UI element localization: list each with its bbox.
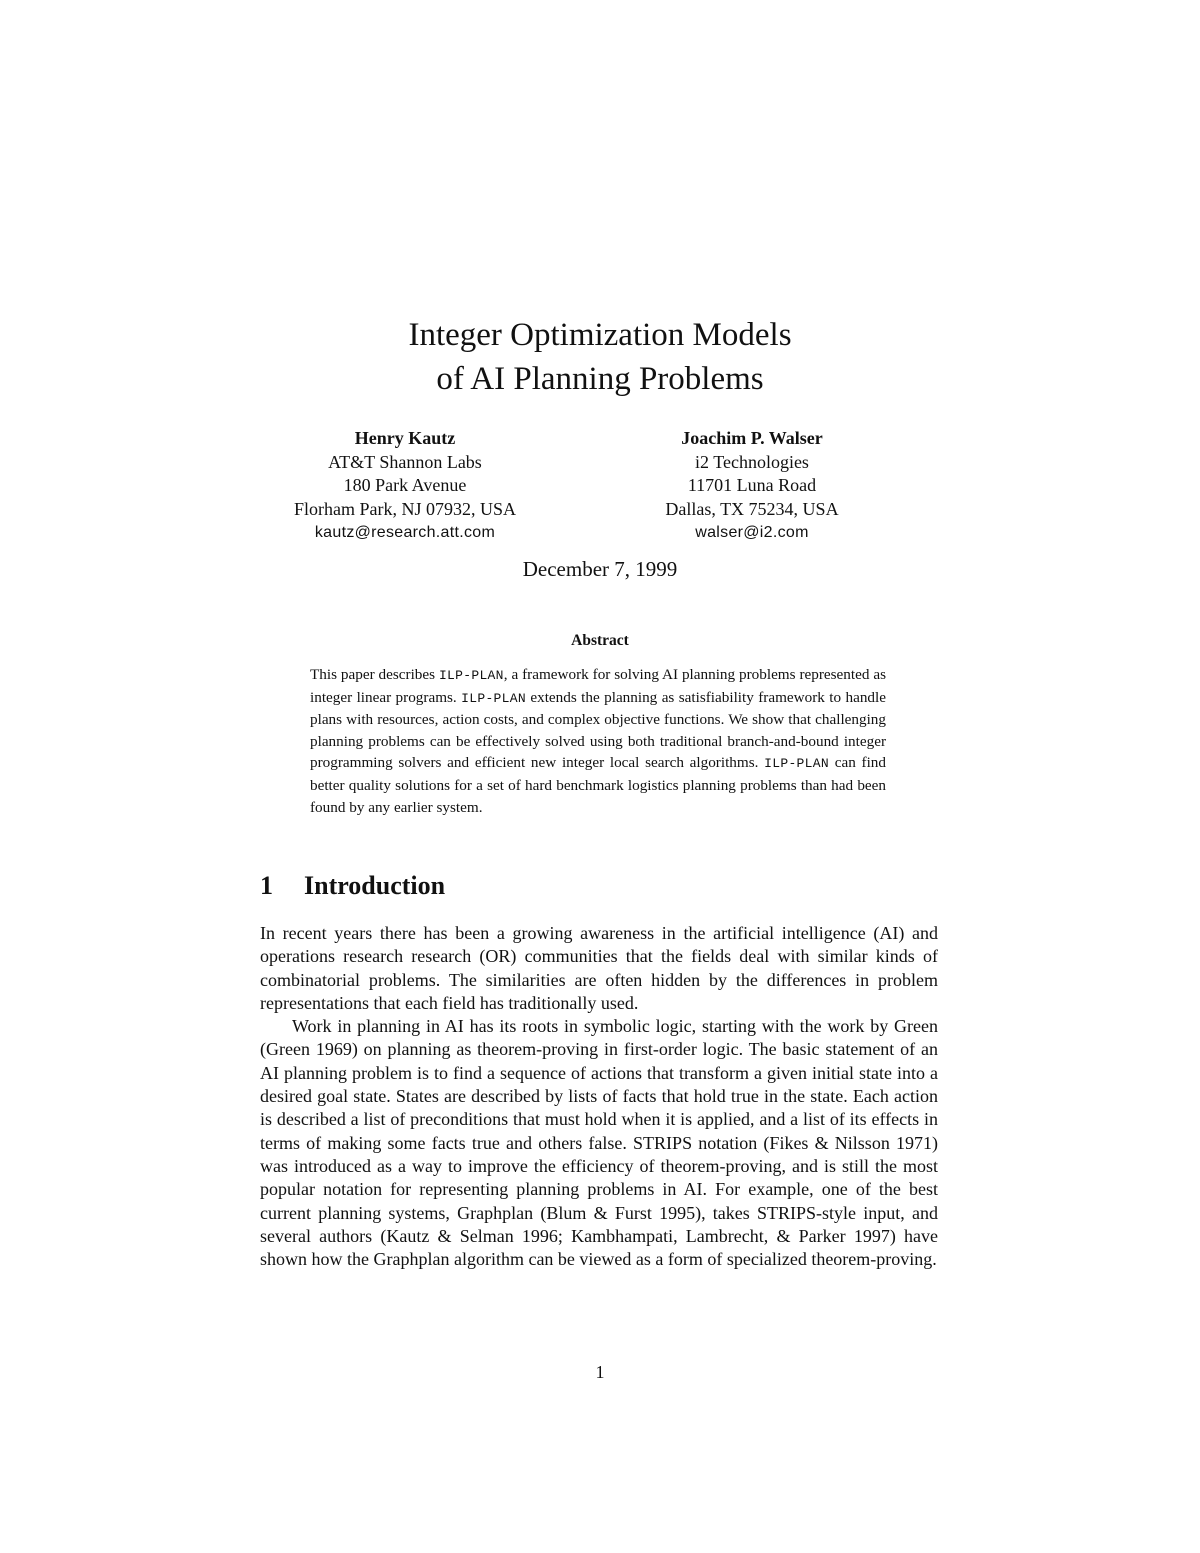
author-block-2	[572, 427, 932, 545]
section-number: 1	[260, 871, 273, 900]
author-affiliation: i2 Technologies	[695, 451, 809, 472]
paper-title	[0, 313, 1200, 401]
abstract-heading: Abstract	[571, 632, 629, 649]
system-name: ILP-PLAN	[461, 690, 526, 706]
author-address-line: Dallas, TX 75234, USA	[665, 498, 839, 519]
body-text	[260, 922, 938, 1271]
system-name: ILP-PLAN	[764, 756, 829, 772]
title-line-2: of AI Planning Problems	[436, 361, 764, 397]
abstract-text: This paper describes	[310, 666, 439, 683]
author-address-line: Florham Park, NJ 07932, USA	[293, 498, 516, 519]
author-address-line: 180 Park Avenue	[343, 475, 467, 495]
title-line-1: Integer Optimization Models	[408, 317, 792, 353]
author-block-1	[225, 427, 585, 545]
abstract-body	[310, 664, 886, 818]
abstract-text: extends the planning as satisfiability framework to handle plans with resources, action costs, and complex objective functions. We show that challenging planning problems can be effectively solved using both traditional branch-and-bound integer programming solvers and efficient new integer local search algorithms.	[310, 688, 886, 772]
author-email: walser@i2.com	[695, 524, 809, 541]
paragraph: In recent years there has been a growing awareness in the artificial intelligence (AI) and operations research research (OR) communities that the fields deal with similar kinds of combinatorial problems. The similarities are often hidden by the differences in problem representations that each field has traditionally used.	[260, 923, 938, 1013]
section-title: Introduction	[304, 871, 446, 900]
abstract-text: can find better quality solutions for a set of hard benchmark logistics planning problems than had been found by any earlier system.	[310, 754, 886, 816]
system-name: ILP-PLAN	[438, 668, 504, 683]
page-number: 1	[595, 1362, 605, 1382]
author-affiliation: AT&T Shannon Labs	[328, 451, 482, 472]
paper-date: December 7, 1999	[522, 557, 678, 581]
paragraph: Work in planning in AI has its roots in symbolic logic, starting with the work by Green (Green 1969) on planning as theorem-proving in first-order logic. The basic statement of an AI planning problem is to find a sequence of actions that transform a given initial state into a desired goal state. States are described by lists of facts that hold true in the state. Each action is described a list of preconditions that must hold when it is applied, and a list of its effects in terms of making some facts true and others false. STRIPS notation (Fikes & Nilsson 1971) was introduced as a way to improve the efficiency of theorem-proving, and is still the most popular notation for representing planning problems in AI. For example, one of the best current planning systems, Graphplan (Blum & Furst 1995), takes STRIPS-style input, and several authors (Kautz & Selman 1996; Kambhampati, Lambrecht, & Parker 1997) have shown how the Graphplan algorithm can be viewed as a form of specialized theorem-proving.	[260, 1016, 938, 1270]
author-address-line: 11701 Luna Road	[687, 475, 817, 495]
author-name: Joachim P. Walser	[681, 428, 823, 448]
section-heading	[260, 871, 445, 901]
abstract-text: , a framework for solving AI planning problems represented as integer linear programs.	[310, 666, 886, 706]
author-name: Henry Kautz	[354, 428, 456, 448]
author-email: kautz@research.att.com	[314, 524, 496, 541]
